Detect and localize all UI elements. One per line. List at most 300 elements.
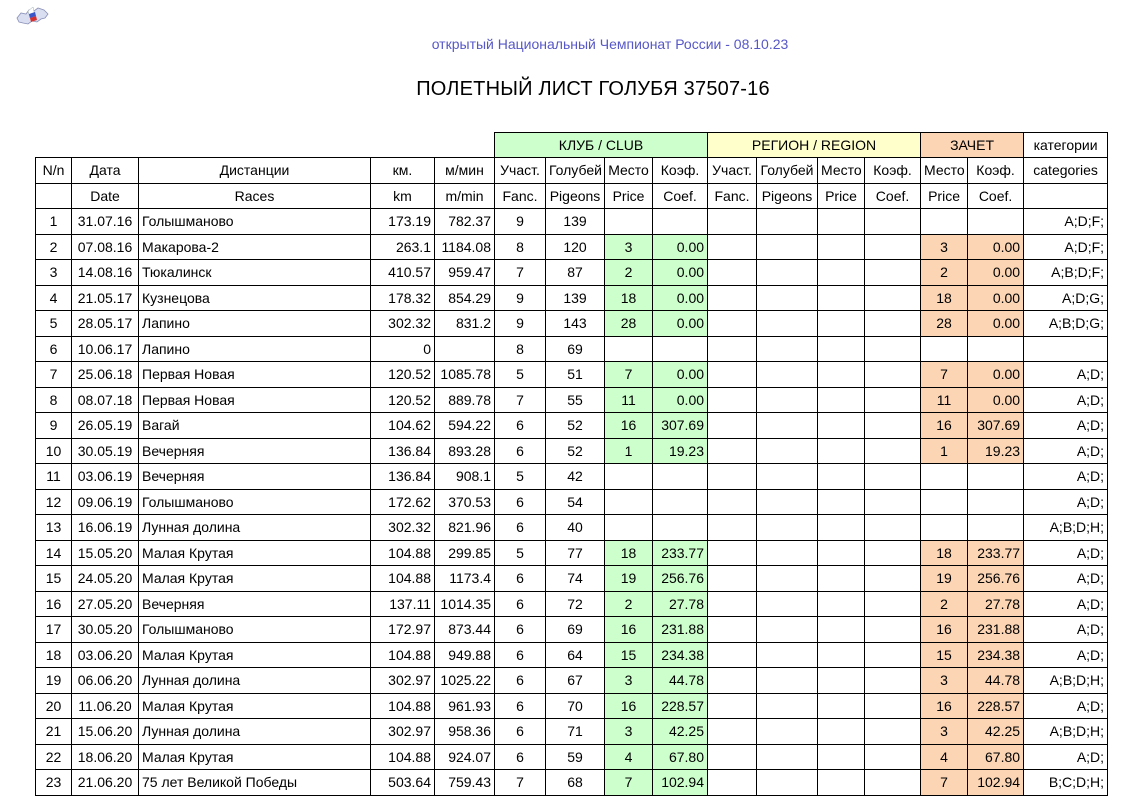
table-row [36,464,1108,490]
table-row [36,362,1108,388]
cell-club-coef: 0.00 [653,285,708,311]
table-row [36,438,1108,464]
col-header-speed: м/мин [435,158,495,184]
cell-club-fanc: 6 [495,413,546,439]
cell-region-pigeons [757,489,818,515]
cell-region-pigeons [757,438,818,464]
table-row [36,515,1108,541]
cell-speed: 299.85 [435,540,495,566]
cell-km: 172.62 [371,489,435,515]
page-title: ПОЛЕТНЫЙ ЛИСТ ГОЛУБЯ 37507-16 [416,78,770,100]
cell-region-pigeons [757,719,818,745]
cell-zachet-place [921,464,968,490]
cell-km: 172.97 [371,617,435,643]
cell-region-fanc [708,770,757,796]
cell-region-pigeons [757,744,818,770]
cell-region-coef [865,260,921,286]
table-row [36,566,1108,592]
cell-speed: 961.93 [435,693,495,719]
cell-region-place [818,362,865,388]
table-row [36,285,1108,311]
cell-club-fanc: 6 [495,591,546,617]
cell-date: 06.06.20 [72,668,139,694]
cell-club-coef: 0.00 [653,362,708,388]
cell-date: 11.06.20 [72,693,139,719]
cell-region-pigeons [757,591,818,617]
cell-region-pigeons [757,642,818,668]
cell-club-fanc: 6 [495,693,546,719]
cell-club-fanc: 8 [495,336,546,362]
cell-club-coef [653,489,708,515]
cell-date: 21.06.20 [72,770,139,796]
cell-region-fanc [708,540,757,566]
cell-region-fanc [708,693,757,719]
cell-region-coef [865,209,921,235]
cell-club-place: 16 [605,617,653,643]
cell-region-fanc [708,668,757,694]
col-subheader-region-pigeons: Pigeons [757,183,818,209]
cell-zachet-coef: 307.69 [968,413,1024,439]
cell-region-place [818,489,865,515]
cell-club-place: 18 [605,285,653,311]
cell-km: 410.57 [371,260,435,286]
cell-region-pigeons [757,617,818,643]
cell-club-place: 19 [605,566,653,592]
cell-region-coef [865,387,921,413]
cell-date: 28.05.17 [72,311,139,337]
cell-date: 09.06.19 [72,489,139,515]
cell-km: 263.1 [371,234,435,260]
cell-region-coef [865,438,921,464]
cell-race: Кузнецова [139,285,371,311]
cell-date: 26.05.19 [72,413,139,439]
cell-region-coef [865,770,921,796]
cell-club-coef: 0.00 [653,387,708,413]
cell-region-pigeons [757,515,818,541]
cell-club-pigeons: 55 [546,387,605,413]
cell-region-place [818,744,865,770]
cell-club-coef: 44.78 [653,668,708,694]
cell-speed: 821.96 [435,515,495,541]
cell-zachet-place: 19 [921,566,968,592]
cell-club-pigeons: 42 [546,464,605,490]
cell-club-pigeons: 139 [546,209,605,235]
cell-date: 30.05.20 [72,617,139,643]
cell-n: 2 [36,234,72,260]
table-row [36,744,1108,770]
cell-zachet-coef: 228.57 [968,693,1024,719]
cell-club-coef: 233.77 [653,540,708,566]
cell-categories: A;B;D;H; [1024,719,1108,745]
cell-zachet-coef: 67.80 [968,744,1024,770]
cell-categories: A;D; [1024,489,1108,515]
cell-region-pigeons [757,464,818,490]
cell-n: 16 [36,591,72,617]
cell-race: Малая Крутая [139,693,371,719]
cell-race: Малая Крутая [139,566,371,592]
cell-club-pigeons: 51 [546,362,605,388]
table-row [36,489,1108,515]
table-row [36,387,1108,413]
cell-speed: 1184.08 [435,234,495,260]
cell-club-coef: 27.78 [653,591,708,617]
cell-region-fanc [708,260,757,286]
col-header-club-coef: Коэф. [653,158,708,184]
cell-club-place [605,489,653,515]
cell-speed: 959.47 [435,260,495,286]
cell-region-place [818,642,865,668]
championship-subtitle: открытый Национальный Чемпионат России - 08.10.23 [431,36,789,52]
cell-club-fanc: 6 [495,515,546,541]
cell-race: Голышманово [139,489,371,515]
cell-km: 178.32 [371,285,435,311]
cell-categories: A;D; [1024,464,1108,490]
cell-club-coef: 256.76 [653,566,708,592]
cell-date: 25.06.18 [72,362,139,388]
cell-race: Тюкалинск [139,260,371,286]
cell-race: Вагай [139,413,371,439]
cell-region-place [818,387,865,413]
cell-zachet-place: 4 [921,744,968,770]
col-subheader-club-place: Price [605,183,653,209]
flight-sheet-table [35,132,1108,796]
cell-zachet-place: 2 [921,591,968,617]
cell-n: 1 [36,209,72,235]
cell-zachet-place [921,336,968,362]
zachet-group-header: ЗАЧЕТ [921,133,1024,158]
cell-region-coef [865,311,921,337]
col-subheader-region-fanc: Fanc. [708,183,757,209]
cell-region-place [818,617,865,643]
cell-region-pigeons [757,668,818,694]
cell-club-place: 3 [605,234,653,260]
table-row [36,260,1108,286]
table-row [36,234,1108,260]
cell-club-fanc: 7 [495,387,546,413]
col-header-club-place: Место [605,158,653,184]
cell-region-pigeons [757,566,818,592]
cell-region-fanc [708,642,757,668]
cell-speed: 594.22 [435,413,495,439]
cell-date: 14.08.16 [72,260,139,286]
table-row [36,719,1108,745]
cell-region-coef [865,413,921,439]
cell-club-coef [653,336,708,362]
cell-club-place [605,336,653,362]
cell-club-fanc: 9 [495,311,546,337]
cell-km: 503.64 [371,770,435,796]
col-subheader-club-coef: Coef. [653,183,708,209]
cell-zachet-place: 16 [921,693,968,719]
cell-zachet-coef: 44.78 [968,668,1024,694]
cell-categories: A;D;F; [1024,234,1108,260]
cell-club-fanc: 6 [495,668,546,694]
cell-zachet-coef [968,209,1024,235]
cell-race: Макарова-2 [139,234,371,260]
cell-club-pigeons: 69 [546,336,605,362]
categories-group-header: категории [1024,133,1108,158]
cell-zachet-coef: 19.23 [968,438,1024,464]
cell-km: 302.32 [371,311,435,337]
cell-categories: A;D; [1024,642,1108,668]
cell-categories: A;D; [1024,744,1108,770]
cell-speed: 889.78 [435,387,495,413]
cell-club-fanc: 6 [495,489,546,515]
cell-categories: A;B;D;F; [1024,260,1108,286]
cell-club-fanc: 9 [495,209,546,235]
cell-zachet-coef: 27.78 [968,591,1024,617]
cell-club-coef [653,464,708,490]
cell-club-pigeons: 87 [546,260,605,286]
cell-km: 302.97 [371,719,435,745]
cell-km: 104.88 [371,693,435,719]
cell-club-pigeons: 69 [546,617,605,643]
cell-race: Малая Крутая [139,642,371,668]
cell-categories: A;D;F; [1024,209,1108,235]
cell-region-coef [865,591,921,617]
cell-club-coef [653,515,708,541]
cell-region-fanc [708,489,757,515]
cell-n: 14 [36,540,72,566]
cell-region-coef [865,668,921,694]
cell-speed: 1085.78 [435,362,495,388]
cell-club-fanc: 6 [495,617,546,643]
cell-race: Малая Крутая [139,744,371,770]
cell-club-place: 18 [605,540,653,566]
cell-categories: A;D; [1024,438,1108,464]
col-subheader-km: km [371,183,435,209]
cell-n: 13 [36,515,72,541]
cell-race: Первая Новая [139,387,371,413]
cell-club-fanc: 6 [495,719,546,745]
cell-club-place: 2 [605,260,653,286]
cell-race: Лунная долина [139,719,371,745]
cell-speed: 759.43 [435,770,495,796]
cell-zachet-coef [968,515,1024,541]
cell-club-place: 3 [605,668,653,694]
cell-zachet-place [921,515,968,541]
cell-n: 18 [36,642,72,668]
cell-date: 18.06.20 [72,744,139,770]
cell-km: 0 [371,336,435,362]
cell-region-place [818,311,865,337]
cell-region-coef [865,642,921,668]
cell-region-coef [865,693,921,719]
cell-region-pigeons [757,693,818,719]
cell-region-coef [865,489,921,515]
cell-club-coef: 19.23 [653,438,708,464]
cell-club-coef: 231.88 [653,617,708,643]
cell-zachet-coef: 234.38 [968,642,1024,668]
cell-region-fanc [708,617,757,643]
cell-categories: A;D; [1024,617,1108,643]
cell-club-place: 2 [605,591,653,617]
cell-date: 08.07.18 [72,387,139,413]
table-row [36,413,1108,439]
cell-date: 10.06.17 [72,336,139,362]
col-header-zachet-coef: Коэф. [968,158,1024,184]
cell-speed: 854.29 [435,285,495,311]
cell-zachet-place: 3 [921,668,968,694]
cell-club-fanc: 7 [495,260,546,286]
cell-date: 16.06.19 [72,515,139,541]
cell-club-fanc: 8 [495,234,546,260]
cell-club-place [605,464,653,490]
table-row [36,668,1108,694]
cell-region-place [818,515,865,541]
cell-date: 24.05.20 [72,566,139,592]
cell-speed: 873.44 [435,617,495,643]
cell-zachet-place: 3 [921,719,968,745]
cell-race: Вечерняя [139,591,371,617]
cell-club-place: 3 [605,719,653,745]
cell-km: 120.52 [371,387,435,413]
cell-race: Лунная долина [139,515,371,541]
cell-zachet-coef [968,336,1024,362]
cell-club-fanc: 9 [495,285,546,311]
cell-club-fanc: 6 [495,566,546,592]
cell-date: 15.05.20 [72,540,139,566]
cell-club-coef: 67.80 [653,744,708,770]
cell-club-pigeons: 59 [546,744,605,770]
cell-categories: B;C;D;H; [1024,770,1108,796]
cell-speed: 831.2 [435,311,495,337]
cell-region-coef [865,515,921,541]
cell-date: 07.08.16 [72,234,139,260]
cell-region-place [818,209,865,235]
cell-club-coef [653,209,708,235]
cell-club-coef: 42.25 [653,719,708,745]
cell-region-pigeons [757,336,818,362]
col-subheader-categories [1024,183,1108,209]
cell-zachet-coef: 0.00 [968,260,1024,286]
col-subheader-region-place: Price [818,183,865,209]
cell-speed: 1014.35 [435,591,495,617]
cell-categories: A;B;D;H; [1024,515,1108,541]
col-header-region-coef: Коэф. [865,158,921,184]
cell-region-fanc [708,719,757,745]
cell-club-pigeons: 68 [546,770,605,796]
cell-club-fanc: 6 [495,744,546,770]
col-header-region-place: Место [818,158,865,184]
cell-zachet-place: 16 [921,617,968,643]
cell-region-place [818,591,865,617]
cell-km: 120.52 [371,362,435,388]
cell-region-coef [865,566,921,592]
cell-zachet-coef: 102.94 [968,770,1024,796]
cell-club-pigeons: 40 [546,515,605,541]
russia-map-flag-icon [14,4,50,30]
cell-region-place [818,719,865,745]
col-subheader-club-fanc: Fanc. [495,183,546,209]
cell-km: 136.84 [371,464,435,490]
cell-region-coef [865,744,921,770]
cell-zachet-coef: 0.00 [968,285,1024,311]
cell-region-place [818,693,865,719]
cell-zachet-place: 1 [921,438,968,464]
cell-region-place [818,540,865,566]
col-header-km: км. [371,158,435,184]
cell-km: 173.19 [371,209,435,235]
cell-club-place: 15 [605,642,653,668]
cell-region-place [818,770,865,796]
col-subheader-zachet-place: Price [921,183,968,209]
cell-region-place [818,413,865,439]
cell-zachet-coef [968,489,1024,515]
table-row [36,311,1108,337]
cell-categories: A;B;D;G; [1024,311,1108,337]
cell-speed: 1173.4 [435,566,495,592]
cell-categories: A;D; [1024,362,1108,388]
cell-km: 104.88 [371,642,435,668]
cell-zachet-place: 15 [921,642,968,668]
cell-race: Лапино [139,336,371,362]
cell-n: 5 [36,311,72,337]
cell-n: 4 [36,285,72,311]
cell-race: Голышманово [139,209,371,235]
cell-club-coef: 0.00 [653,311,708,337]
cell-club-fanc: 5 [495,362,546,388]
cell-zachet-place: 11 [921,387,968,413]
col-header-categories: categories [1024,158,1108,184]
col-header-date: Дата [72,158,139,184]
cell-region-pigeons [757,234,818,260]
cell-region-coef [865,234,921,260]
col-header-region-pigeons: Голубей [757,158,818,184]
table-row [36,209,1108,235]
cell-zachet-coef: 0.00 [968,362,1024,388]
cell-club-pigeons: 72 [546,591,605,617]
cell-club-pigeons: 54 [546,489,605,515]
col-subheader-club-pigeons: Pigeons [546,183,605,209]
table-row [36,591,1108,617]
cell-club-place: 11 [605,387,653,413]
cell-region-place [818,438,865,464]
col-header-region-fanc: Участ. [708,158,757,184]
cell-region-fanc [708,591,757,617]
cell-club-fanc: 5 [495,464,546,490]
cell-club-pigeons: 64 [546,642,605,668]
cell-speed: 958.36 [435,719,495,745]
cell-date: 31.07.16 [72,209,139,235]
cell-club-coef: 0.00 [653,234,708,260]
cell-zachet-place: 7 [921,362,968,388]
cell-region-fanc [708,285,757,311]
cell-race: Голышманово [139,617,371,643]
cell-n: 6 [36,336,72,362]
cell-region-fanc [708,234,757,260]
cell-club-pigeons: 67 [546,668,605,694]
cell-club-fanc: 6 [495,642,546,668]
cell-zachet-coef [968,464,1024,490]
cell-categories: A;D; [1024,591,1108,617]
cell-speed: 908.1 [435,464,495,490]
cell-zachet-place: 18 [921,285,968,311]
cell-n: 10 [36,438,72,464]
cell-zachet-place: 3 [921,234,968,260]
cell-n: 17 [36,617,72,643]
cell-club-coef: 228.57 [653,693,708,719]
cell-region-pigeons [757,311,818,337]
cell-region-pigeons [757,362,818,388]
cell-speed [435,336,495,362]
cell-categories: A;D; [1024,693,1108,719]
cell-region-fanc [708,387,757,413]
cell-n: 22 [36,744,72,770]
cell-categories: A;D; [1024,387,1108,413]
cell-region-coef [865,285,921,311]
cell-club-place: 1 [605,438,653,464]
